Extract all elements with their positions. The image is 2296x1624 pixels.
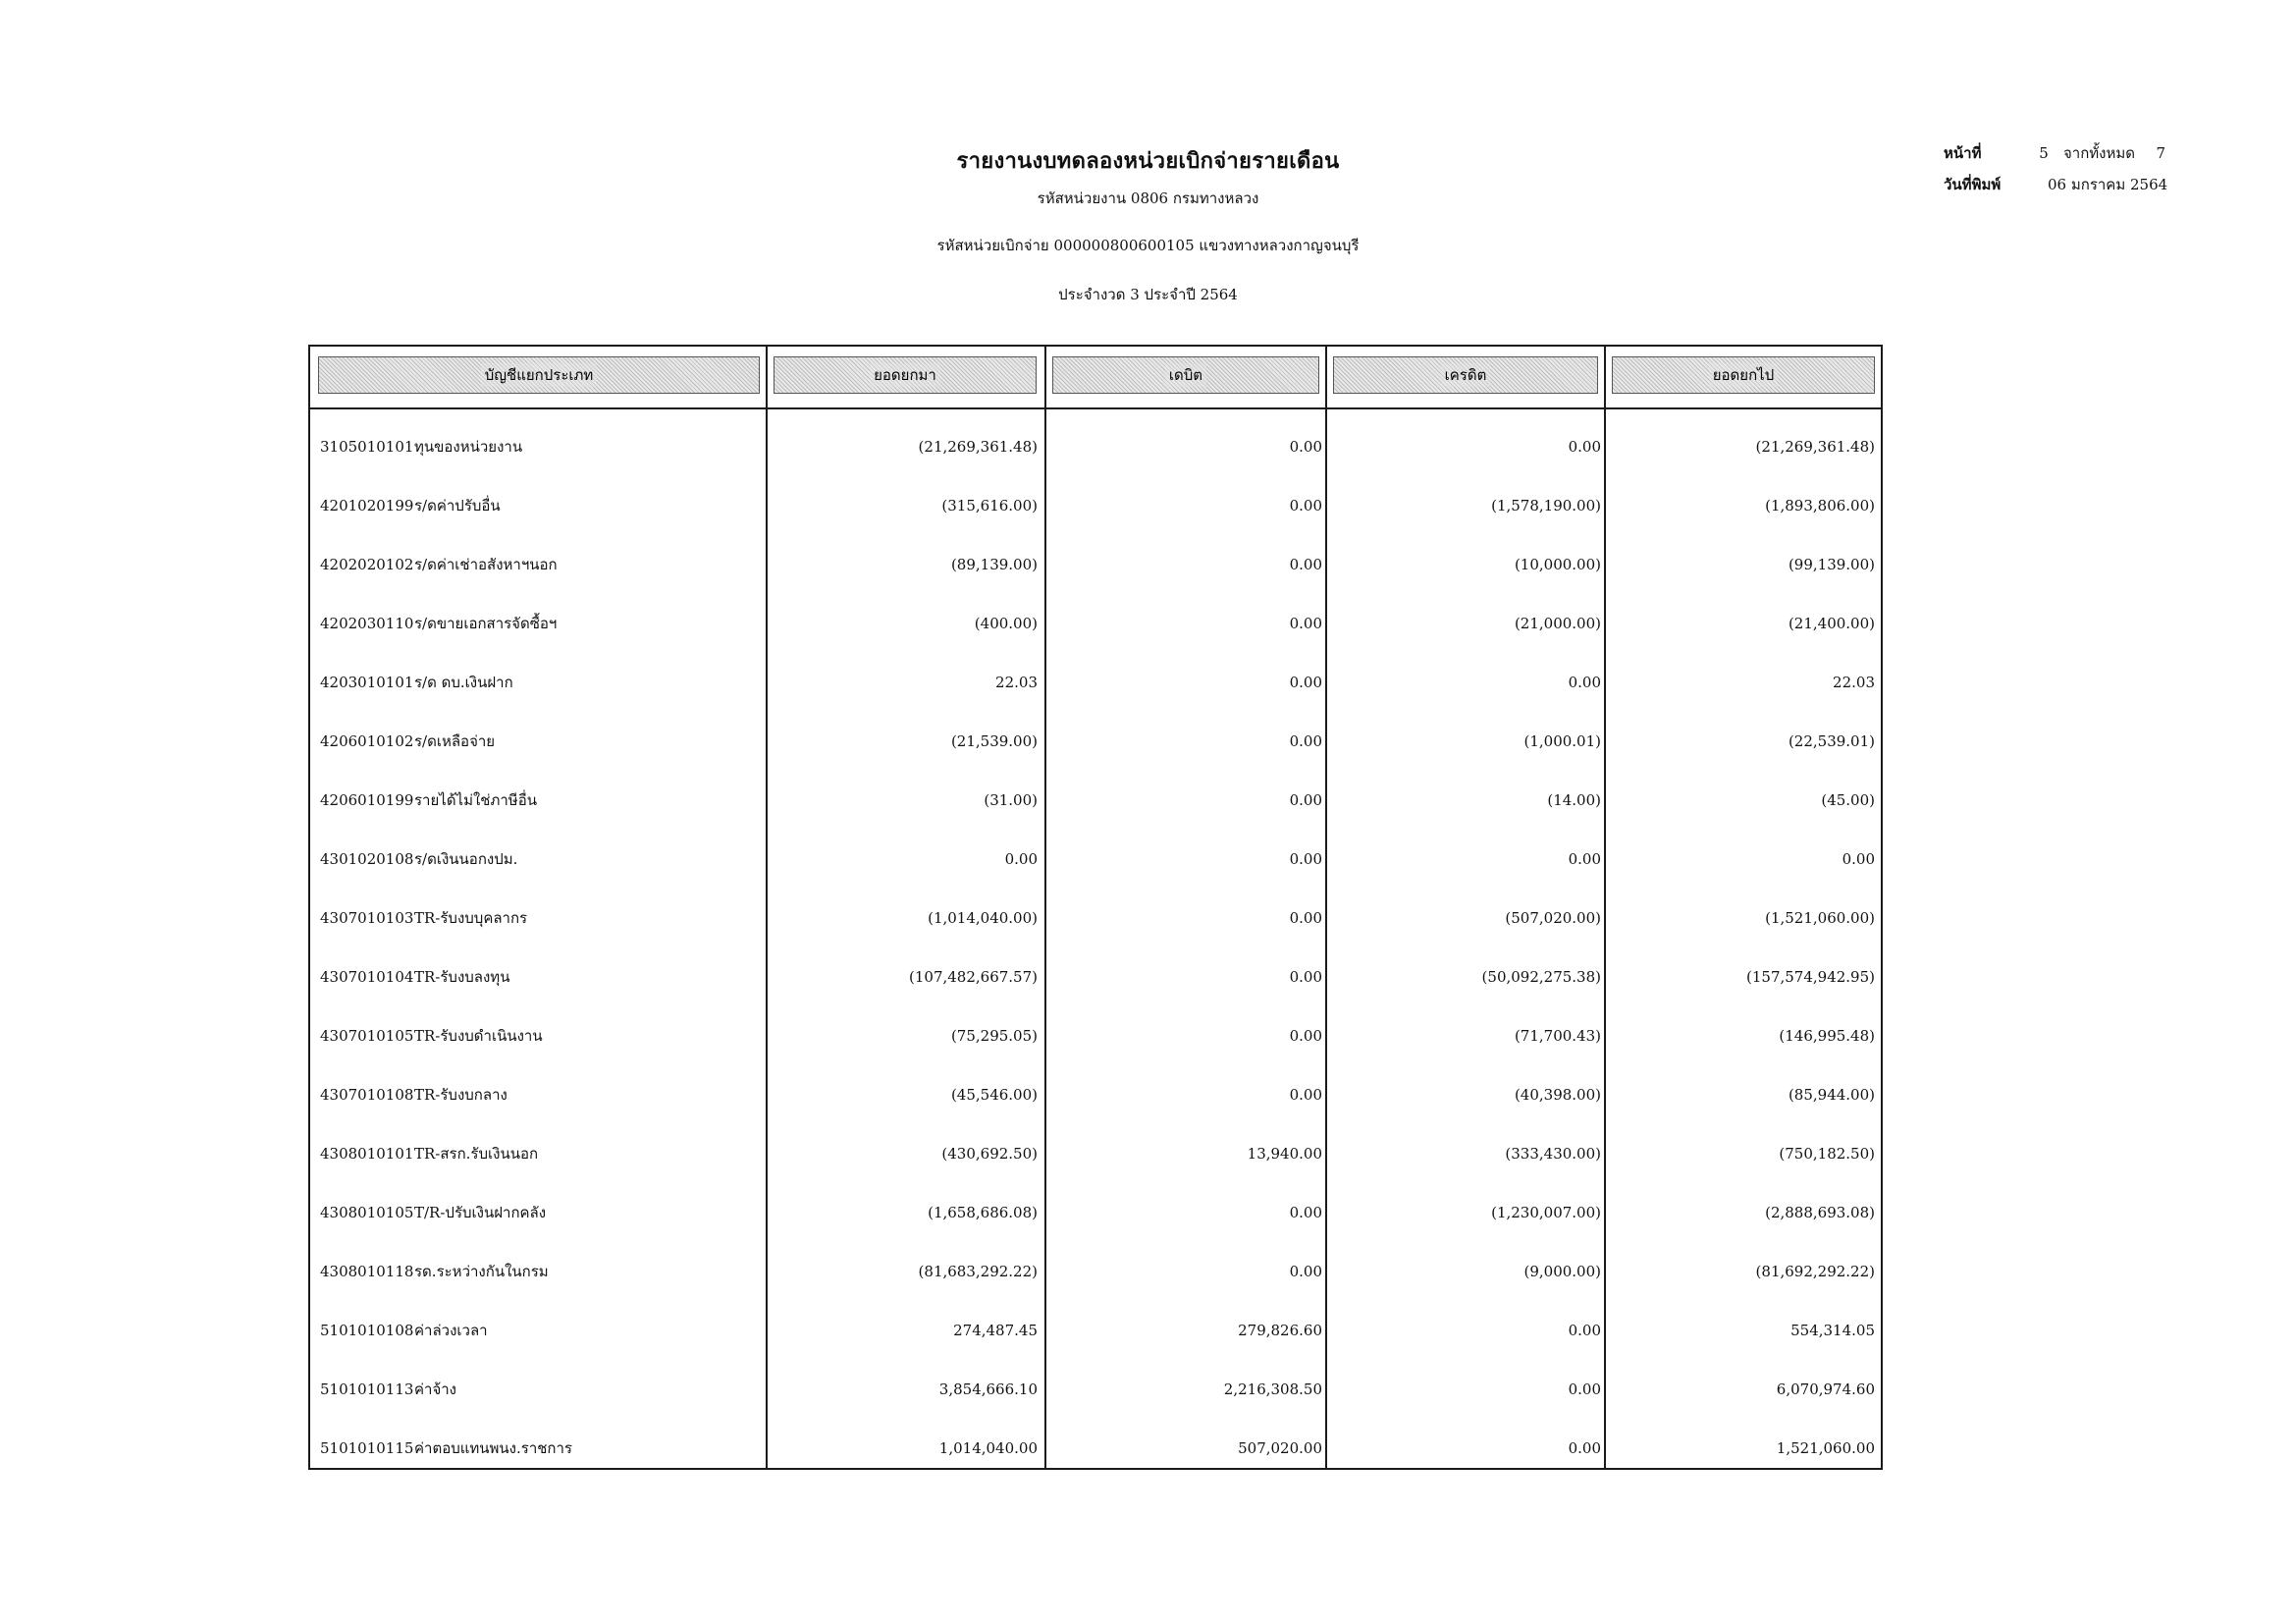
column-header-credit: [1333, 356, 1598, 394]
column-header-account: [318, 356, 760, 394]
account-code: 4307010108: [320, 1086, 414, 1104]
carried-forward-amount: (81,692,292.22): [1755, 1263, 1875, 1280]
debit-amount: 0.00: [1289, 556, 1322, 573]
credit-amount: (1,578,190.00): [1491, 497, 1601, 514]
account-code: 4202020102: [320, 556, 414, 573]
brought-forward-amount: (315,616.00): [941, 497, 1038, 514]
column-header-debit: [1052, 356, 1319, 394]
debit-amount: 13,940.00: [1247, 1145, 1322, 1163]
brought-forward-amount: (89,139.00): [950, 556, 1038, 573]
report-period: ประจำงวด 3 ประจำปี 2564: [1058, 286, 1238, 303]
total-pages-label: จากทั้งหมด: [2063, 144, 2136, 162]
debit-amount: 279,826.60: [1238, 1322, 1322, 1339]
debit-amount: 0.00: [1289, 1263, 1322, 1280]
page-info: [1944, 137, 2167, 200]
debit-amount: 0.00: [1289, 850, 1322, 868]
account-name: ร/ดเหลือจ่าย: [414, 732, 496, 750]
report-title: รายงานงบทดลองหน่วยเบิกจ่ายรายเดือน: [956, 148, 1340, 174]
carried-forward-amount: (22,539.01): [1788, 732, 1875, 750]
account-code: 4308010105: [320, 1204, 414, 1221]
column-header-carried-forward: [1612, 356, 1875, 394]
account-name: ค่าจ้าง: [414, 1380, 456, 1398]
carried-forward-amount: (2,888,693.08): [1765, 1204, 1875, 1221]
account-name: ร/ด ดบ.เงินฝาก: [414, 674, 513, 691]
carried-forward-amount: (45.00): [1821, 791, 1875, 809]
account-code: 4307010105: [320, 1027, 414, 1045]
debit-amount: 0.00: [1289, 497, 1322, 514]
credit-amount: (14.00): [1547, 791, 1601, 809]
brought-forward-amount: (400.00): [974, 615, 1038, 632]
table-row: [310, 830, 1881, 889]
debit-amount: 0.00: [1289, 615, 1322, 632]
account-name: TR-รับงบลงทุน: [414, 968, 510, 986]
carried-forward-amount: (21,269,361.48): [1755, 438, 1875, 456]
account-code: 4301020108: [320, 850, 414, 868]
carried-forward-amount: (85,944.00): [1788, 1086, 1875, 1104]
table-row: [310, 417, 1881, 476]
print-date-row: [1944, 169, 2167, 200]
debit-amount: 0.00: [1289, 791, 1322, 809]
table-row: [310, 889, 1881, 947]
debit-amount: 0.00: [1289, 732, 1322, 750]
account-name: ร/ดค่าปรับอื่น: [414, 497, 501, 514]
table-row: [310, 771, 1881, 830]
debit-amount: 0.00: [1289, 968, 1322, 986]
carried-forward-amount: (1,521,060.00): [1765, 909, 1875, 927]
table-row: [310, 476, 1881, 535]
credit-amount: (333,430.00): [1505, 1145, 1601, 1163]
carried-forward-amount: (157,574,942.95): [1746, 968, 1875, 986]
header-divider: [310, 407, 1881, 409]
debit-amount: 0.00: [1289, 1027, 1322, 1045]
carried-forward-amount: 1,521,060.00: [1776, 1439, 1875, 1457]
credit-amount: 0.00: [1568, 1439, 1601, 1457]
brought-forward-amount: 1,014,040.00: [938, 1439, 1038, 1457]
account-code: 4308010101: [320, 1145, 414, 1163]
account-code: 4206010199: [320, 791, 414, 809]
brought-forward-amount: (45,546.00): [950, 1086, 1038, 1104]
account-name: ค่าตอบแทนพนง.ราชการ: [414, 1439, 572, 1457]
print-date-label: วันที่พิมพ์: [1944, 176, 2002, 193]
carried-forward-amount: (146,995.48): [1779, 1027, 1875, 1045]
brought-forward-amount: (1,658,686.08): [928, 1204, 1038, 1221]
column-header-label: ยอดยกมา: [870, 363, 940, 387]
debit-amount: 507,020.00: [1238, 1439, 1322, 1457]
brought-forward-amount: (31.00): [984, 791, 1038, 809]
account-name: TR-รับงบบุคลากร: [414, 909, 528, 927]
account-code: 4203010101: [320, 674, 414, 691]
page-counter: [1944, 137, 2167, 169]
account-name: TR-รับงบดำเนินงาน: [414, 1027, 543, 1045]
debit-amount: 0.00: [1289, 438, 1322, 456]
table-row: [310, 653, 1881, 712]
brought-forward-amount: (107,482,667.57): [909, 968, 1038, 986]
table-row: [310, 1360, 1881, 1419]
table-row: [310, 1065, 1881, 1124]
column-header-label: บัญชีแยกประเภท: [481, 363, 598, 387]
agency-code: รหัสหน่วยงาน 0806 กรมทางหลวง: [1037, 189, 1259, 207]
account-name: รด.ระหว่างกันในกรม: [414, 1263, 549, 1280]
account-name: ค่าล่วงเวลา: [414, 1322, 488, 1339]
brought-forward-amount: (21,539.00): [950, 732, 1038, 750]
disbursing-unit-code: รหัสหน่วยเบิกจ่าย 000000800600105 แขวงทางหลวงกาญจนบุรี: [936, 237, 1360, 254]
carried-forward-amount: 22.03: [1833, 674, 1875, 691]
brought-forward-amount: (430,692.50): [941, 1145, 1038, 1163]
carried-forward-amount: (1,893,806.00): [1765, 497, 1875, 514]
credit-amount: (1,000.01): [1523, 732, 1601, 750]
trial-balance-table: [308, 345, 1883, 1470]
table-row: [310, 947, 1881, 1006]
credit-amount: 0.00: [1568, 1322, 1601, 1339]
account-code: 5101010115: [320, 1439, 414, 1457]
account-code: 4308010118: [320, 1263, 414, 1280]
debit-amount: 0.00: [1289, 674, 1322, 691]
brought-forward-amount: 22.03: [995, 674, 1038, 691]
credit-amount: (50,092,275.38): [1481, 968, 1601, 986]
carried-forward-amount: (99,139.00): [1788, 556, 1875, 573]
account-code: 4206010102: [320, 732, 414, 750]
account-code: 4307010104: [320, 968, 414, 986]
debit-amount: 0.00: [1289, 1204, 1322, 1221]
table-row: [310, 535, 1881, 594]
credit-amount: 0.00: [1568, 438, 1601, 456]
column-header-label: เครดิต: [1441, 363, 1491, 387]
account-name: TR-สรก.รับเงินนอก: [414, 1145, 539, 1163]
account-code: 4201020199: [320, 497, 414, 514]
debit-amount: 0.00: [1289, 1086, 1322, 1104]
table-row: [310, 1242, 1881, 1301]
print-date: 06 มกราคม 2564: [2048, 176, 2168, 193]
account-name: รายได้ไม่ใช่ภาษีอื่น: [414, 791, 537, 809]
column-header-label: เดบิต: [1165, 363, 1206, 387]
table-row: [310, 1301, 1881, 1360]
credit-amount: (10,000.00): [1514, 556, 1601, 573]
debit-amount: 2,216,308.50: [1223, 1380, 1322, 1398]
carried-forward-amount: 0.00: [1842, 850, 1875, 868]
credit-amount: (21,000.00): [1514, 615, 1601, 632]
credit-amount: 0.00: [1568, 674, 1601, 691]
brought-forward-amount: 274,487.45: [953, 1322, 1038, 1339]
carried-forward-amount: (750,182.50): [1779, 1145, 1875, 1163]
account-name: ร/ดเงินนอกงปม.: [414, 850, 518, 868]
brought-forward-amount: (75,295.05): [950, 1027, 1038, 1045]
account-code: 4202030110: [320, 615, 414, 632]
carried-forward-amount: (21,400.00): [1788, 615, 1875, 632]
column-header-label: ยอดยกไป: [1709, 363, 1778, 387]
account-code: 4307010103: [320, 909, 414, 927]
account-name: T/R-ปรับเงินฝากคลัง: [414, 1204, 547, 1221]
table-row: [310, 1124, 1881, 1183]
table-row: [310, 1183, 1881, 1242]
credit-amount: (9,000.00): [1523, 1263, 1601, 1280]
page-label: หน้าที่: [1944, 144, 1982, 162]
column-header-brought-forward: [774, 356, 1037, 394]
account-name: TR-รับงบกลาง: [414, 1086, 507, 1104]
carried-forward-amount: 6,070,974.60: [1776, 1380, 1875, 1398]
brought-forward-amount: 0.00: [1004, 850, 1038, 868]
account-code: 5101010113: [320, 1380, 414, 1398]
credit-amount: (507,020.00): [1505, 909, 1601, 927]
total-pages: 7: [2156, 144, 2165, 162]
account-name: ร/ดขายเอกสารจัดซื้อฯ: [414, 615, 558, 632]
account-name: ทุนของหน่วยงาน: [414, 438, 523, 456]
table-row: [310, 594, 1881, 653]
page-number: 5: [2039, 144, 2049, 162]
table-row: [310, 1006, 1881, 1065]
credit-amount: (1,230,007.00): [1491, 1204, 1601, 1221]
credit-amount: (71,700.43): [1514, 1027, 1601, 1045]
brought-forward-amount: (21,269,361.48): [918, 438, 1038, 456]
credit-amount: 0.00: [1568, 1380, 1601, 1398]
account-code: 3105010101: [320, 438, 414, 456]
table-row: [310, 1419, 1881, 1478]
table-row: [310, 712, 1881, 771]
brought-forward-amount: (1,014,040.00): [928, 909, 1038, 927]
account-code: 5101010108: [320, 1322, 414, 1339]
brought-forward-amount: 3,854,666.10: [938, 1380, 1038, 1398]
brought-forward-amount: (81,683,292.22): [918, 1263, 1038, 1280]
debit-amount: 0.00: [1289, 909, 1322, 927]
account-name: ร/ดค่าเช่าอสังหาฯนอก: [414, 556, 558, 573]
carried-forward-amount: 554,314.05: [1790, 1322, 1875, 1339]
credit-amount: 0.00: [1568, 850, 1601, 868]
credit-amount: (40,398.00): [1514, 1086, 1601, 1104]
